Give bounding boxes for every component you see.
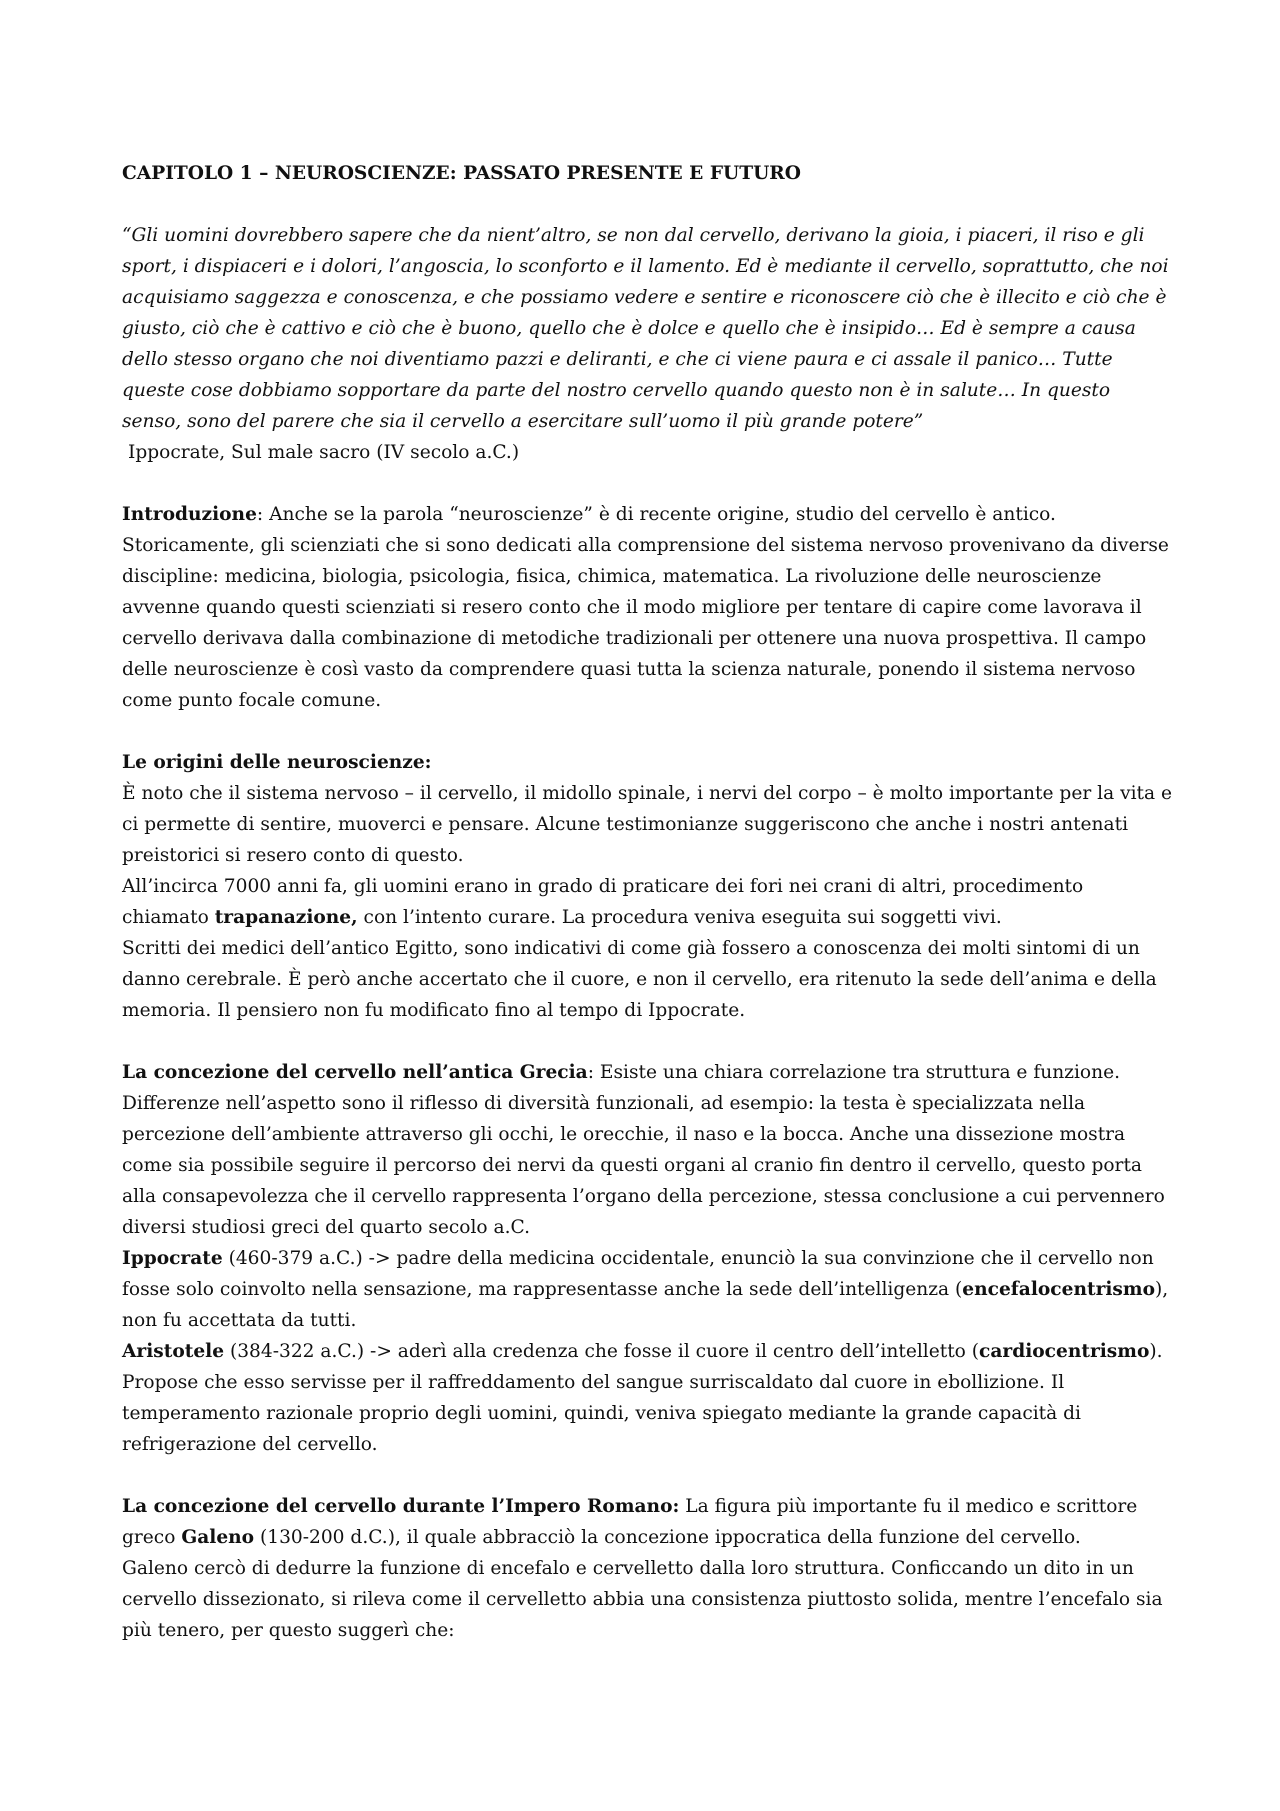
- origins-heading: Le origini delle neuroscienze:: [122, 752, 432, 773]
- rome-text-a: La figura più importante fu il medico e scrittore greco: [122, 1496, 1138, 1548]
- galen-name: Galeno: [181, 1527, 255, 1548]
- intro-text: : Anche se la parola “neuroscienze” è di recente origine, studio del cervello è antico. Storicamente, gli scienziati che si sono dedicati alla comprensione del sistema nervoso provenivano da diverse discipline: medicina, biologia, psicologia, fisica, chimica, matematica. La rivoluzione delle neuroscienze avvenne quando questi scienziati si resero conto che il modo migliore per tentare di capire come lavorava il cervello derivava dalla combinazione di metodiche tradizionali per ottenere una nuova prospettiva. Il campo delle neuroscienze è così vasto da comprendere quasi tutta la scienza naturale, ponendo il sistema nervoso come punto focale comune.: [122, 504, 1169, 711]
- hippocrates-text-b: ), non fu accettata da tutti.: [122, 1279, 1169, 1331]
- rome-heading: La concezione del cervello durante l’Impero Romano:: [122, 1496, 680, 1517]
- chapter-title: CAPITOLO 1 – NEUROSCIENZE: PASSATO PRESENTE E FUTURO: [122, 163, 801, 184]
- rome-paragraph: [122, 1491, 1172, 1553]
- intro-paragraph: [122, 499, 1172, 716]
- origins-p2-text-b: con l’intento curare. La procedura veniva eseguita sui soggetti vivi.: [357, 907, 1002, 928]
- hippocrates-quote: “Gli uomini dovrebbero sapere che da nient’altro, se non dal cervello, derivano la gioia, i piaceri, il riso e gli sport, i dispiaceri e i dolori, l’angoscia, lo sconforto e il lamento. Ed è mediante il cervello, soprattutto, che noi acquisiamo saggezza e conoscenza, e che possiamo vedere e sentire e riconoscere ciò che è illecito e ciò che è giusto, ciò che è cattivo e ciò che è buono, quello che è dolce e quello che è insipido… Ed è sempre a causa dello stesso organo che noi diventiamo pazzi e deliranti, e che ci viene paura e ci assale il panico… Tutte queste cose dobbiamo sopportare da parte del nostro cervello quando questo non è in salute… In questo senso, sono del parere che sia il cervello a esercitare sull’uomo il più grande potere”: [122, 225, 1169, 432]
- greece-text: : Esiste una chiara correlazione tra struttura e funzione. Differenze nell’aspetto sono il riflesso di diversità funzionali, ad esempio: la testa è specializzata nella percezione dell’ambiente attraverso gli occhi, le orecchie, il naso e la bocca. Anche una dissezione mostra come sia possibile seguire il percorso dei nervi da questi organi al cranio fin dentro il cervello, questo porta alla consapevolezza che il cervello rappresenta l’organo della percezione, stessa conclusione a cui pervennero diversi studiosi greci del quarto secolo a.C.: [122, 1062, 1165, 1238]
- hippocrates-paragraph: [122, 1243, 1172, 1336]
- origins-paragraph-2: [122, 871, 1172, 933]
- aristotle-text-b: ). Propose che esso servisse per il raffreddamento del sangue surriscaldato dal cuore in ebollizione. Il temperamento razionale proprio degli uomini, quindi, veniva spiegato mediante la grande capacità di refrigerazione del cervello.: [122, 1341, 1163, 1455]
- encefalocentrismo-term: encefalocentrismo: [962, 1279, 1155, 1300]
- aristotle-name: Aristotele: [122, 1341, 225, 1362]
- cardiocentrismo-term: cardiocentrismo: [979, 1341, 1150, 1362]
- hippocrates-name: Ippocrate: [122, 1248, 223, 1269]
- rome-text-b: (130-200 d.C.), il quale abbracciò la concezione ippocratica della funzione del cervello.: [254, 1527, 1081, 1548]
- origins-p2-text-a: All’incirca 7000 anni fa, gli uomini erano in grado di praticare dei fori nei crani di altri, procedimento chiamato: [122, 876, 1084, 928]
- greece-paragraph: [122, 1057, 1172, 1243]
- origins-paragraph-1: È noto che il sistema nervoso – il cervello, il midollo spinale, i nervi del corpo – è molto importante per la vita e ci permette di sentire, muoverci e pensare. Alcune testimonianze suggeriscono che anche i nostri antenati preistorici si resero conto di questo.: [122, 783, 1172, 866]
- origins-paragraph-3: Scritti dei medici dell’antico Egitto, sono indicativi di come già fossero a conoscenza dei molti sintomi di un danno cerebrale. È però anche accertato che il cuore, e non il cervello, era ritenuto la sede dell’anima e della memoria. Il pensiero non fu modificato fino al tempo di Ippocrate.: [122, 938, 1157, 1021]
- intro-heading: Introduzione: [122, 504, 257, 525]
- aristotle-paragraph: [122, 1336, 1172, 1460]
- hippocrates-text-a: (460-379 a.C.) -> padre della medicina occidentale, enunciò la sua convinzione che il cervello non fosse solo coinvolto nella sensazione, ma rappresentasse anche la sede dell’intelligenza (: [122, 1248, 1154, 1300]
- greece-heading: La concezione del cervello nell’antica Grecia: [122, 1062, 588, 1083]
- quote-attribution: Ippocrate, Sul male sacro (IV secolo a.C.): [128, 442, 520, 463]
- rome-paragraph-2: Galeno cercò di dedurre la funzione di encefalo e cervelletto dalla loro struttura. Conficcando un dito in un cervello dissezionato, si rileva come il cervelletto abbia una consistenza piuttosto solida, mentre l’encefalo sia più tenero, per questo suggerì che:: [122, 1558, 1163, 1641]
- document-page: [122, 158, 1172, 1646]
- trapanazione-term: trapanazione,: [214, 907, 358, 928]
- aristotle-text-a: (384-322 a.C.) -> aderì alla credenza che fosse il cuore il centro dell’intelletto (: [224, 1341, 980, 1362]
